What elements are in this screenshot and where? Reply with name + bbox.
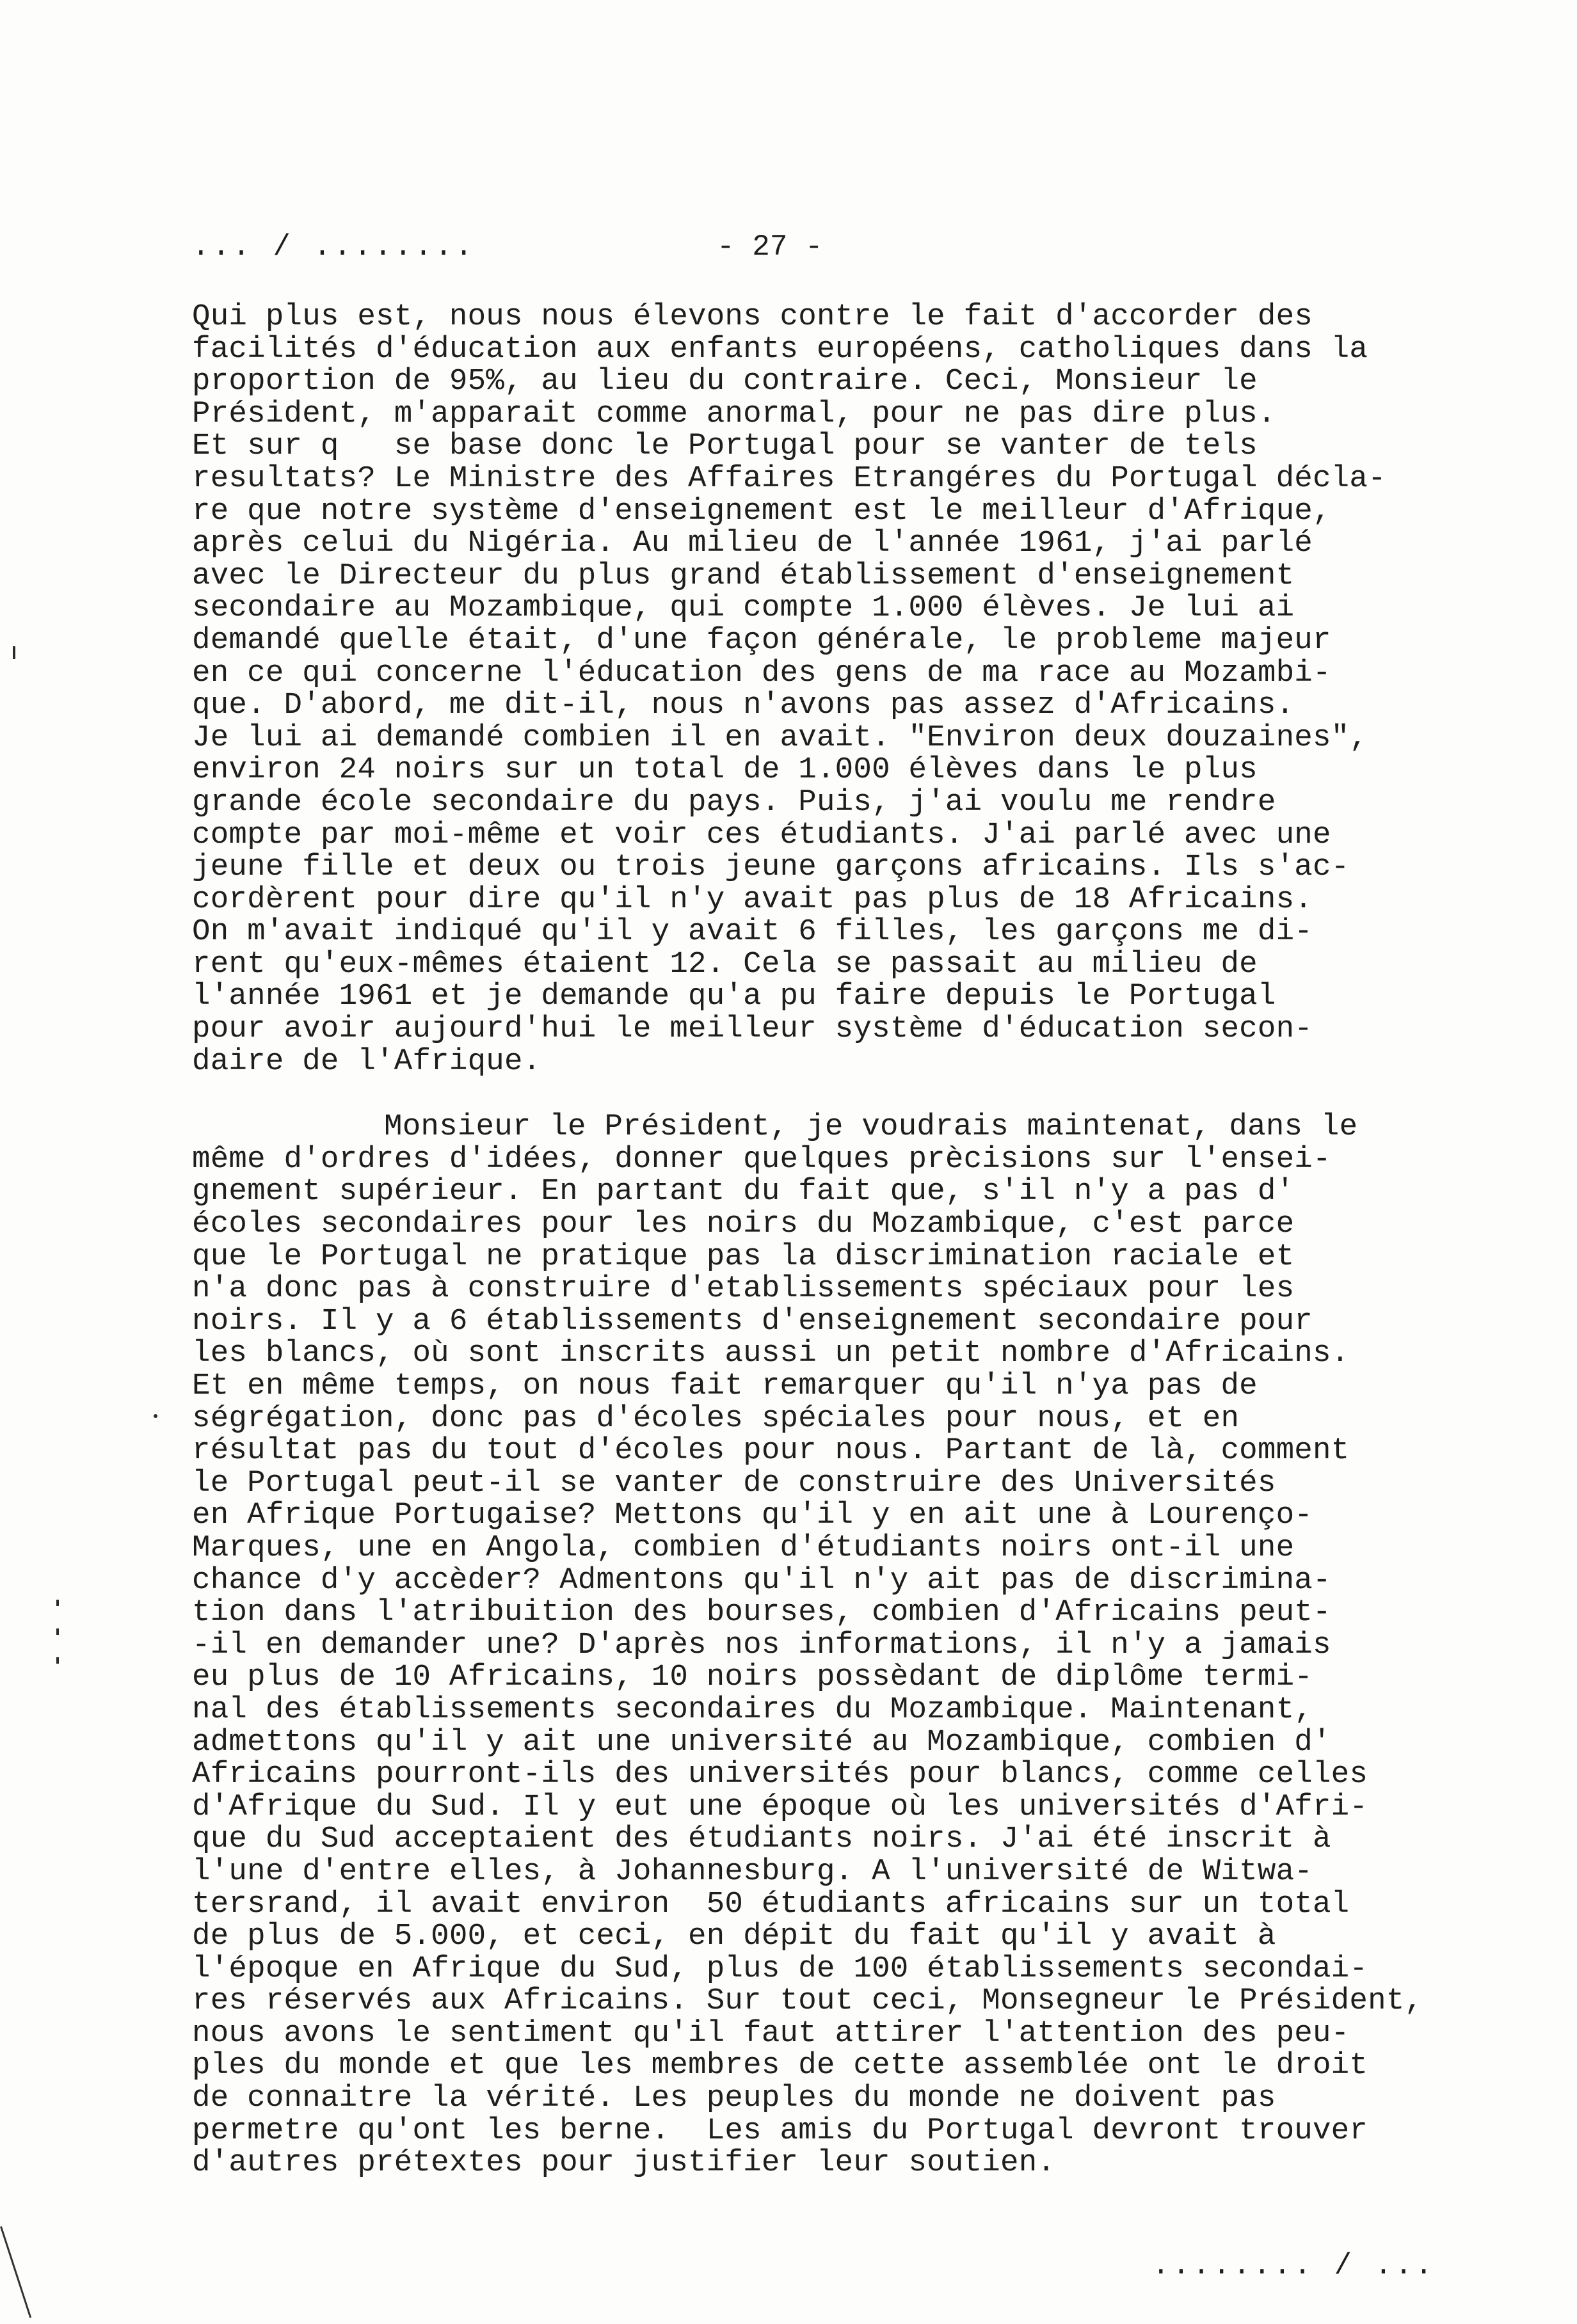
- text-line: rent qu'eux-mêmes étaient 12. Cela se passait au milieu de: [192, 946, 1258, 982]
- text-line: On m'avait indiqué qu'il y avait 6 filles, les garçons me di-: [192, 914, 1313, 950]
- text-line: même d'ordres d'idées, donner quelques prècisions sur l'ensei-: [192, 1142, 1331, 1177]
- margin-dot: [154, 1414, 157, 1418]
- margin-mark: [56, 1600, 59, 1606]
- text-line: nous avons le sentiment qu'il faut attirer l'attention des peu-: [192, 2016, 1350, 2051]
- text-line: resultats? Le Ministre des Affaires Etrangéres du Portugal décla-: [192, 461, 1386, 496]
- text-line: Monsieur le Président, je voudrais maintenat, dans le: [384, 1110, 1358, 1145]
- margin-mark: [13, 646, 15, 659]
- text-line: le Portugal peut-il se vanter de construire des Universités: [192, 1465, 1276, 1500]
- text-line: après celui du Nigéria. Au milieu de l'année 1961, j'ai parlé: [192, 526, 1313, 561]
- text-line: n'a donc pas à construire d'etablissements spéciaux pour les: [192, 1271, 1295, 1307]
- text-line: les blancs, où sont inscrits aussi un petit nombre d'Africains.: [192, 1336, 1350, 1371]
- text-line: secondaire au Mozambique, qui compte 1.000 élèves. Je lui ai: [192, 591, 1295, 626]
- text-line: proportion de 95%, au lieu du contraire. Ceci, Monsieur le: [192, 364, 1258, 399]
- text-line: d'autres prétextes pour justifier leur soutien.: [192, 2145, 1056, 2181]
- text-line: avec le Directeur du plus grand établissement d'enseignement: [192, 558, 1295, 593]
- continuation-marker-bottom: ........ / ...: [1152, 2249, 1436, 2282]
- text-line: écoles secondaires pour les noirs du Mozambique, c'est parce: [192, 1207, 1295, 1242]
- text-line: eu plus de 10 Africains, 10 noirs possèdant de diplôme termi-: [192, 1660, 1313, 1695]
- scan-edge-line: [0, 2226, 31, 2318]
- text-line: ségrégation, donc pas d'écoles spéciales pour nous, et en: [192, 1401, 1240, 1436]
- page-number: - 27 -: [717, 230, 823, 264]
- text-line: facilités d'éducation aux enfants européens, catholiques dans la: [192, 331, 1368, 367]
- text-line: pour avoir aujourd'hui le meilleur système d'éducation secon-: [192, 1012, 1313, 1047]
- text-line: demandé quelle était, d'une façon générale, le probleme majeur: [192, 623, 1331, 658]
- text-line: environ 24 noirs sur un total de 1.000 élèves dans le plus: [192, 752, 1258, 788]
- page-header: [192, 230, 858, 275]
- margin-mark: [56, 1657, 59, 1664]
- text-line: l'année 1961 et je demande qu'a pu faire depuis le Portugal: [192, 979, 1276, 1014]
- text-line: que le Portugal ne pratique pas la discrimination raciale et: [192, 1239, 1295, 1274]
- text-line: -il en demander une? D'après nos informations, il n'y a jamais: [192, 1627, 1331, 1662]
- paragraph-2: [192, 1111, 1523, 2179]
- text-line: permetre qu'ont les berne. Les amis du Portugal devront trouver: [192, 2113, 1368, 2148]
- text-line: résultat pas du tout d'écoles pour nous. Partant de là, comment: [192, 1433, 1350, 1468]
- text-line: l'une d'entre elles, à Johannesburg. A l'université de Witwa-: [192, 1854, 1313, 1889]
- text-line: nal des établissements secondaires du Mozambique. Maintenant,: [192, 1692, 1313, 1727]
- text-line: de plus de 5.000, et ceci, en dépit du fait qu'il y avait à: [192, 1919, 1276, 1954]
- text-line: chance d'y accèder? Admentons qu'il n'y ait pas de discrimina-: [192, 1563, 1331, 1598]
- text-line: de connaitre la vérité. Les peuples du monde ne doivent pas: [192, 2081, 1276, 2116]
- text-line: l'époque en Afrique du Sud, plus de 100 établissements secondai-: [192, 1951, 1368, 1986]
- text-line: tion dans l'atribuition des bourses, combien d'Africains peut-: [192, 1595, 1331, 1630]
- margin-mark: [56, 1628, 59, 1635]
- text-line: que. D'abord, me dit-il, nous n'avons pas assez d'Africains.: [192, 688, 1295, 723]
- text-line: Et sur q se base donc le Portugal pour se vanter de tels: [192, 429, 1258, 464]
- text-line: daire de l'Afrique.: [192, 1044, 541, 1079]
- text-line: Je lui ai demandé combien il en avait. "Environ deux douzaines",: [192, 720, 1368, 755]
- document-body: [192, 301, 1523, 2179]
- text-line: res réservés aux Africains. Sur tout ceci, Monsegneur le Président,: [192, 1984, 1423, 2019]
- text-line: gnement supérieur. En partant du fait que, s'il n'y a pas d': [192, 1174, 1295, 1209]
- text-line: en Afrique Portugaise? Mettons qu'il y en ait une à Lourenço-: [192, 1498, 1313, 1533]
- text-line: en ce qui concerne l'éducation des gens de ma race au Mozambi-: [192, 655, 1331, 690]
- text-line: admettons qu'il y ait une université au Mozambique, combien d': [192, 1724, 1331, 1760]
- text-line: Et en même temps, on nous fait remarquer qu'il n'ya pas de: [192, 1369, 1258, 1403]
- text-line: re que notre système d'enseignement est le meilleur d'Afrique,: [192, 493, 1331, 529]
- paragraph-gap: [192, 1078, 1523, 1111]
- text-line: compte par moi-même et voir ces étudiants. J'ai parlé avec une: [192, 817, 1331, 852]
- paragraph-1: [192, 301, 1523, 1078]
- text-line: tersrand, il avait environ 50 étudiants africains sur un total: [192, 1886, 1350, 1922]
- text-line: ples du monde et que les membres de cette assemblée ont le droit: [192, 2048, 1368, 2083]
- continuation-marker-top: ... / ........: [192, 230, 476, 264]
- text-line: que du Sud acceptaient des étudiants noirs. J'ai été inscrit à: [192, 1822, 1331, 1857]
- text-line: d'Afrique du Sud. Il y eut une époque où les universités d'Afri-: [192, 1789, 1368, 1824]
- text-line: Marques, une en Angola, combien d'étudiants noirs ont-il une: [192, 1530, 1295, 1565]
- text-line: Africains pourront-ils des universités pour blancs, comme celles: [192, 1757, 1368, 1792]
- text-line: Président, m'apparait comme anormal, pour ne pas dire plus.: [192, 396, 1276, 431]
- text-line: cordèrent pour dire qu'il n'y avait pas plus de 18 Africains.: [192, 882, 1313, 917]
- text-line: grande école secondaire du pays. Puis, j'ai voulu me rendre: [192, 784, 1276, 820]
- text-line: jeune fille et deux ou trois jeune garçons africains. Ils s'ac-: [192, 850, 1350, 885]
- text-line: noirs. Il y a 6 établissements d'enseignement secondaire pour: [192, 1303, 1313, 1339]
- text-line: Qui plus est, nous nous élevons contre le fait d'accorder des: [192, 299, 1313, 334]
